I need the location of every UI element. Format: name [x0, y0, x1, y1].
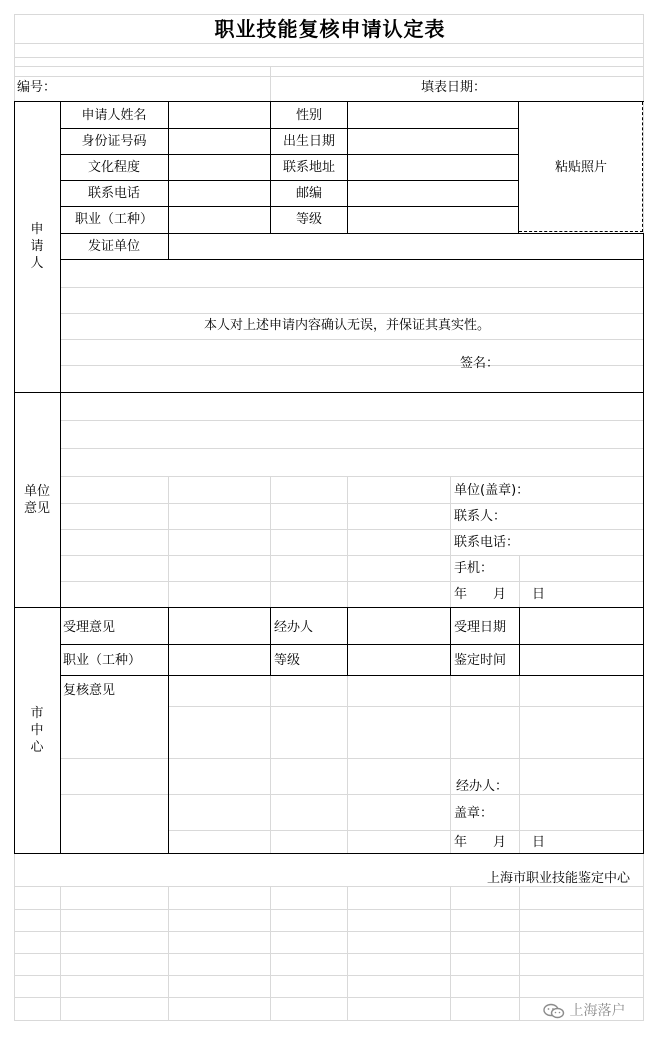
name-label: 申请人姓名 — [81, 108, 147, 123]
date-label: 填表日期： — [421, 80, 487, 95]
center-section-label: 市 中 心 — [30, 706, 44, 755]
gender-label: 性别 — [295, 108, 323, 123]
education-label: 文化程度 — [87, 160, 141, 175]
unit-date-label: 年 月 日 — [454, 587, 546, 602]
unit-seal-label: 单位(盖章)： — [454, 483, 530, 498]
page-title: 职业技能复核申请认定表 — [214, 17, 446, 41]
unit-section-label: 单位 意见 — [24, 484, 51, 516]
id-number-label: 身份证号码 — [81, 134, 147, 149]
signature-label: 签名： — [460, 356, 500, 371]
unit-contact-phone-label: 联系电话： — [454, 535, 520, 550]
birth-date-label: 出生日期 — [282, 134, 336, 149]
declaration-text: 本人对上述申请内容确认无误，并保证其真实性。 — [203, 318, 491, 333]
level-label: 等级 — [295, 212, 323, 227]
unit-mobile-label: 手机： — [454, 561, 494, 576]
stamp-label: 盖章： — [454, 806, 494, 821]
unit-contact-label: 联系人： — [454, 509, 507, 524]
issuer-label: 发证单位 — [87, 239, 141, 254]
center-date-label: 年 月 日 — [454, 835, 546, 850]
watermark-text: 上海落户 — [569, 1003, 626, 1019]
address-label: 联系地址 — [282, 160, 336, 175]
applicant-section-label: 申 请 人 — [30, 222, 44, 271]
appraisal-time-label: 鉴定时间 — [454, 653, 507, 668]
occupation-label: 职业（工种） — [74, 212, 154, 227]
handler-sign-label: 经办人： — [456, 779, 509, 794]
center-occupation-label: 职业（工种） — [63, 653, 142, 668]
review-opinion-label: 复核意见 — [63, 683, 116, 698]
center-level-label: 等级 — [274, 653, 301, 668]
acceptance-date-label: 受理日期 — [454, 620, 507, 635]
phone-label: 联系电话 — [87, 186, 141, 201]
wechat-icon — [543, 1003, 565, 1019]
postcode-label: 邮编 — [295, 186, 323, 201]
acceptance-opinion-label: 受理意见 — [63, 620, 116, 635]
watermark — [543, 1000, 625, 1020]
number-label: 编号： — [17, 80, 57, 95]
handler-label: 经办人 — [274, 620, 314, 635]
photo-label: 粘贴照片 — [554, 160, 608, 175]
footer-org: 上海市职业技能鉴定中心 — [487, 871, 631, 886]
